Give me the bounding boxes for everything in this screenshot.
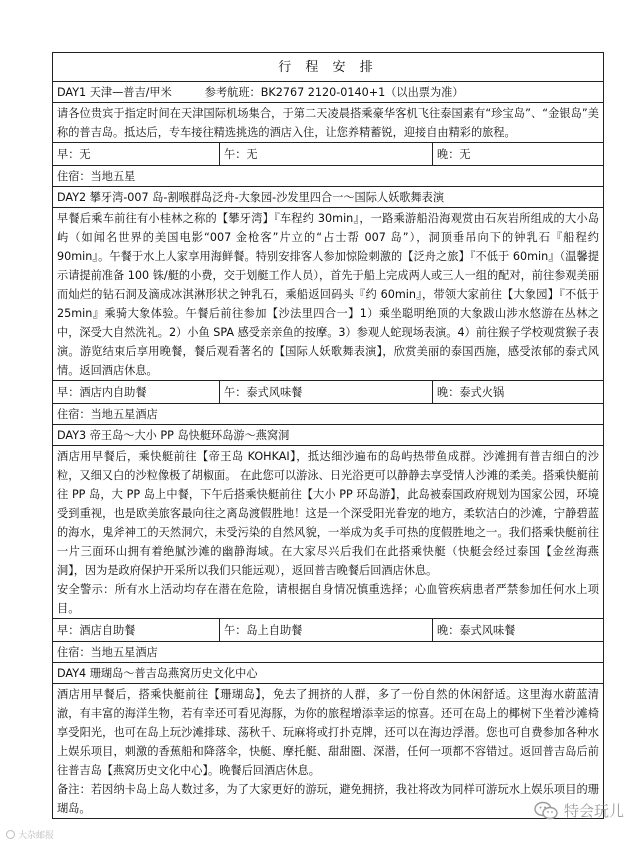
watermark-left <box>6 828 54 841</box>
watermark-right-text: 特会玩儿 <box>563 802 624 820</box>
day3-title: DAY3 帝王岛～大小 PP 岛快艇环岛游～燕窝洞 <box>53 425 603 446</box>
day4-description <box>53 684 603 819</box>
day1-dinner: 晚：无 <box>432 143 603 165</box>
day3-meals <box>53 619 603 642</box>
day2-dinner: 晚：泰式火锅 <box>432 381 603 403</box>
day2-meals <box>53 381 603 404</box>
watermark-logo-icon <box>6 830 15 839</box>
day1-description <box>53 103 603 143</box>
day1-hotel: 住宿：当地五星 <box>53 166 603 187</box>
day2-lunch: 午：泰式风味餐 <box>219 381 432 403</box>
day1-header-row <box>53 82 603 103</box>
day2-breakfast: 早：酒店内自助餐 <box>57 386 147 399</box>
day4-paragraph: 酒店用早餐后，搭乘快艇前往【珊瑚岛】，免去了拥挤的人群，多了一份自然的休闲舒适。这里海水蔚蓝清澈，有丰富的海洋生物，若有幸还可看见海豚，为你的旅程增添幸运的惊喜。还可在岛上的椰树下坐着沙滩椅享受阳光，也可在岛上玩沙滩排球、荡秋千、玩麻将或打扑克牌，还可以在海边浮潜。您也可自费参加各种水上娱乐项目，刺激的香蕉船和降落伞，快艇、摩托艇、甜甜圈、深潜，任何一项都不容错过。返回普吉岛后前往普吉岛【燕窝历史文化中心】。晚餐后回酒店休息。 <box>57 688 599 777</box>
day1-paragraph: 请各位贵宾于指定时间在天津国际机场集合，于第二天凌晨搭乘豪华客机飞往泰国素有“珍宝岛”、“金银岛”美称的普吉岛。抵达后，专车接往精选挑选的酒店入住，让您养精蓄锐，迎接自由精彩的旅程。 <box>57 107 599 139</box>
day3-hotel: 住宿：当地五星酒店 <box>53 642 603 663</box>
day3-paragraph: 酒店用早餐后，乘快艇前往【帝王岛 KOHKAI】，抵达细沙遍布的岛屿热带鱼成群。沙滩拥有普吉细白的沙粒，又细又白的沙粒像极了胡椒面。 在此您可以游泳、日光浴更可以静静去享受情人沙滩的柔美。搭乘快艇前往 PP 岛，大 PP 岛上中餐，下午后搭乘快艇前往【大小 PP 环岛游】，此岛被泰国政府规划为国家公园，环境受到重视，也是欧美旅客最向往之离岛渡假胜地！这是一个深受阳光眷宠的地方，柔软洁白的沙滩，宁静碧蓝的海水，鬼斧神工的天然洞穴，未受污染的自然风貌，一举成为炙手可热的度假胜地之一。我们搭乘快艇前往一片三面环山拥有着绝腻沙滩的幽静海域。在大家尽兴后我们在此搭乘快艇（快艇会经过泰国【金丝海燕洞】，因为是政府保护开采所以我们只能远观），返回普吉晚餐后回酒店休息。 <box>57 450 599 577</box>
day1-lunch: 午：无 <box>219 143 432 165</box>
day2-description <box>53 208 603 381</box>
day1-meals <box>53 143 603 166</box>
day2-title: DAY2 攀牙湾-007 岛-割喉群岛泛舟-大象园-沙发里四合一～国际人妖歌舞表演 <box>53 187 603 208</box>
wechat-icon <box>534 801 558 821</box>
itinerary-title: 行 程 安 排 <box>53 53 603 82</box>
day3-description <box>53 446 603 619</box>
itinerary-table <box>52 52 604 819</box>
watermark-right <box>534 800 624 821</box>
watermark-left-text: 大杂邮报 <box>18 831 55 841</box>
day2-hotel: 住宿：当地五星酒店 <box>53 404 603 425</box>
day4-title: DAY4 珊瑚岛～普吉岛燕窝历史文化中心 <box>53 663 603 684</box>
day3-lunch: 午：岛上自助餐 <box>219 619 432 641</box>
day1-flight-info: 参考航班：BK2767 2120-0140+1（以出票为准） <box>204 86 464 99</box>
day4-note: 备注：若因纳卡岛上岛人数过多，为了大家更好的游玩，避免拥挤，我社将改为同样可游玩水上娱乐项目的珊瑚岛。 <box>57 783 599 815</box>
day3-dinner: 晚：泰式风味餐 <box>432 619 603 641</box>
day3-breakfast: 早：酒店自助餐 <box>57 624 136 637</box>
day3-safety-warning: 安全警示：所有水上活动均存在潜在危险，请根据自身情况慎重选择；心血管疾病患者严禁参加任何水上项目。 <box>57 583 599 615</box>
day1-breakfast: 早：无 <box>57 148 91 161</box>
day1-title: DAY1 天津—普吉/甲米 <box>57 86 172 99</box>
day2-paragraph: 早餐后乘车前往有小桂林之称的【攀牙湾】『车程约 30min』，一路乘游船沿海观赏由石灰岩所组成的大小岛屿（如闻名世界的美国电影“007 金枪客”片立的“占士帮 007 岛”），洞顶垂吊向下的钟乳石『船程约 90min』。午餐于水上人家享用海鲜餐。特别安排客人参加惊险刺激的【泛舟之旅】『不低于 60min』（温馨提示请提前准备 100 铢/艇的小费，交于划艇工作人员），首先于船上完成两人或三人一组的配对，前往参观美丽而灿烂的钻石洞及滴成冰淇淋形状之钟乳石，乘船返回码头『约 60min』，带领大家前往【大象园】『不低于 25min』乘骑大象体验。午餐后前往参加【沙法里四合一】1）乘坐聪明绝顶的大象跋山涉水悠游在丛林之中，深受大自然洗礼。2）小鱼 SPA 感受亲亲鱼的按摩。3）参观人蛇现场表演。4）前往猴子学校观赏猴子表演。游览结束后享用晚餐，餐后观看著名的【国际人妖歌舞表演】，欣赏美丽的泰国西施，感受浓郁的泰式风情。返回酒店休息。 <box>57 212 599 377</box>
